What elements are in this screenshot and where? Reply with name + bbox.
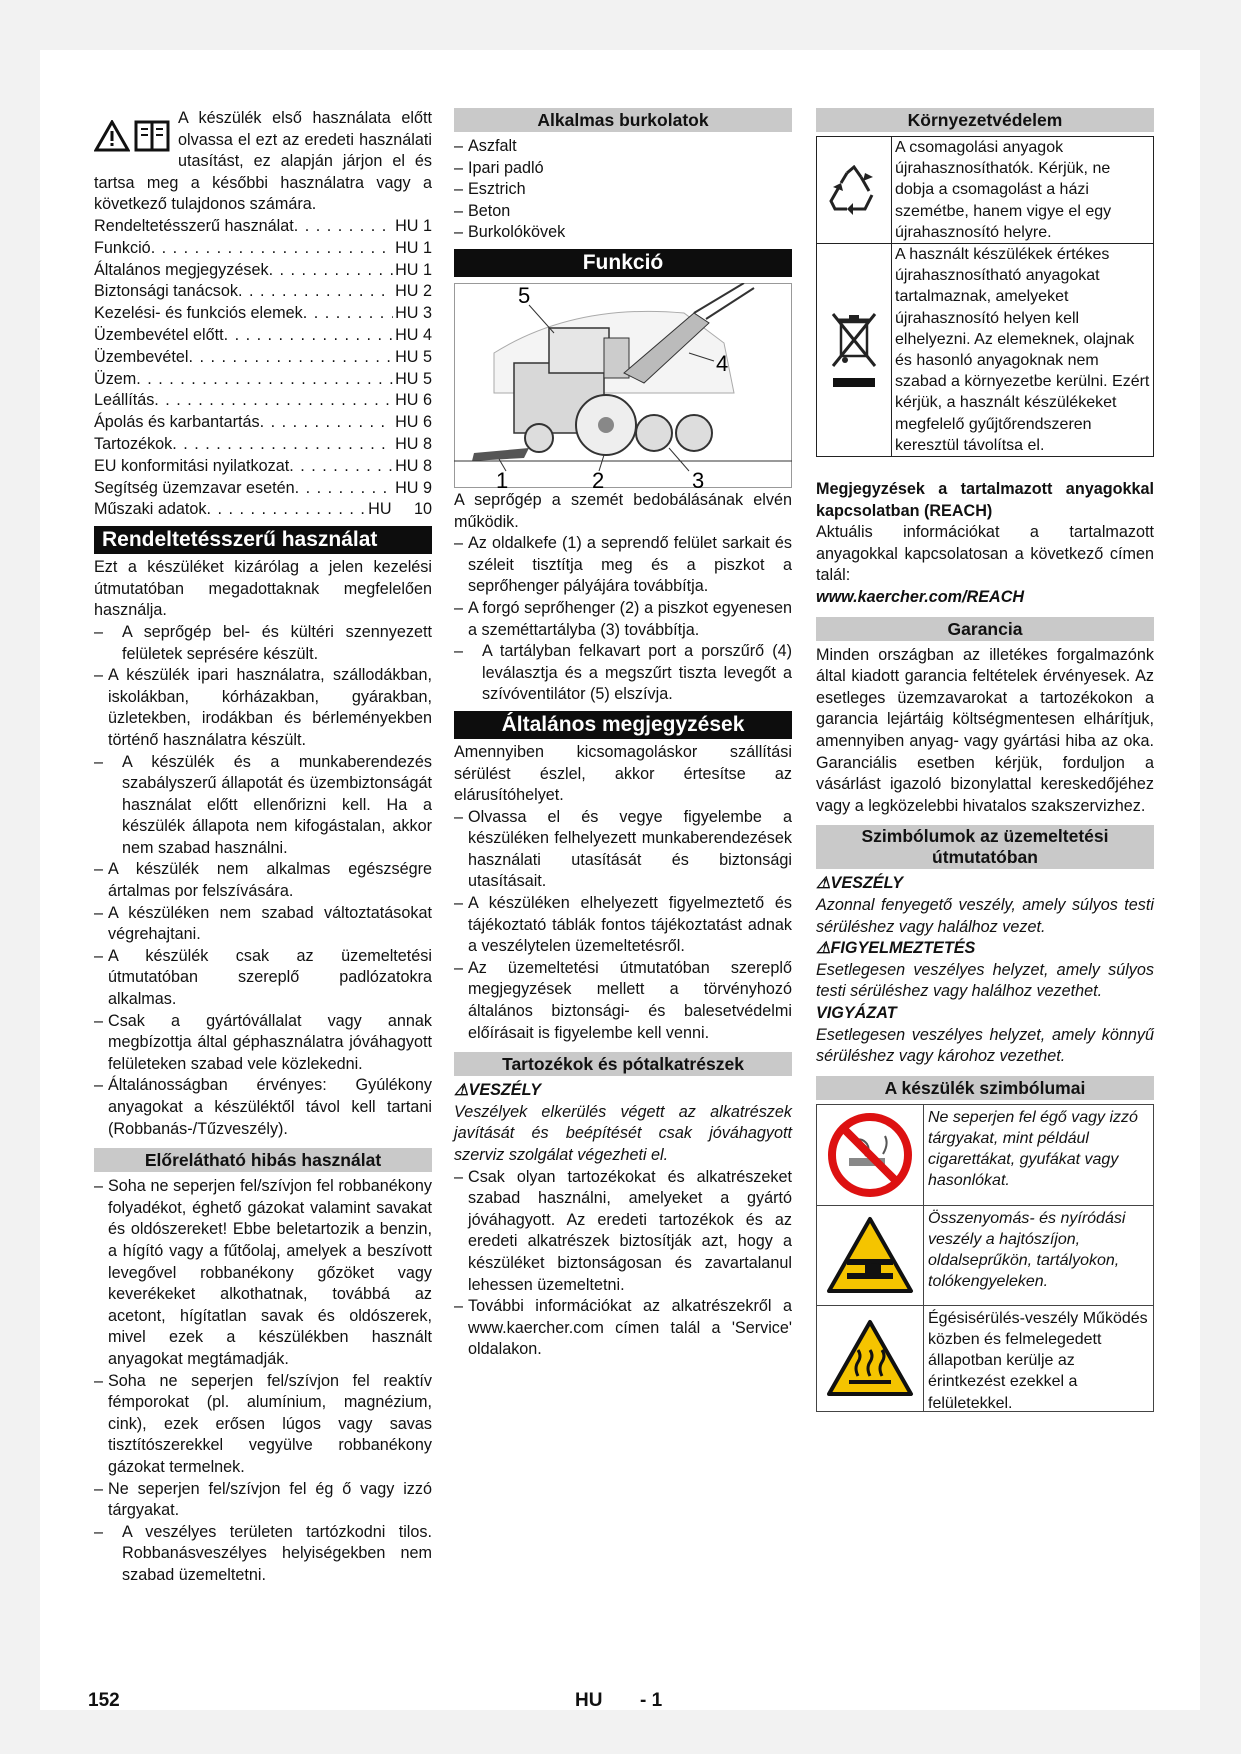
toc-entry[interactable]: Általános megjegyzések . . . HU 1 [94,260,432,282]
list-item: – Általánosságban érvényes: Gyúlékony anyagokat a készüléktől távol kell tartani (Robbanás-/Tűzveszély). [94,1076,432,1138]
list-item: – A készülék nem alkalmas egészségre ártalmas por felszívására. [94,860,432,901]
function-text: A seprőgép a szemét bedobálásának elvén működik. [454,490,792,531]
section-title-use: Rendeltetésszerű használat [94,526,432,554]
device-recycling-box [816,243,1154,457]
danger-label: ⚠VESZÉLY [816,874,904,893]
toc-entry[interactable]: Funkció . . . HU 1 [94,238,432,260]
symbol-text: Ne seperjen fel égő vagy izzó tárgyakat, mint például cigarettákat, gyufákat vagy hasonlókat. [923,1105,1153,1205]
column-right [816,108,1154,1412]
list-item: – Beton [454,201,511,220]
intro-text: A készülék első használata előtt olvassa el ezt az eredeti használati utasítást, ez alapján járjon el és tartsa meg a későbbi használatra vagy a következő tulajdonos számára. [94,109,432,214]
section-title-environment: Környezetvédelem [816,108,1154,132]
caution-label: VIGYÁZAT [816,1003,897,1022]
list-item: – Az oldalkefe (1) a seprendő felület sarkait és széleit tisztítja meg és a piszkot a seprőhenger pályájára továbbítja. [454,534,792,596]
list-item: – Esztrich [454,180,526,199]
callout-4: 4 [716,350,729,376]
warning-text: Esetlegesen veszélyes helyzet, amely súlyos testi sérüléshez vagy halálhoz vezethet. [816,960,1154,1001]
list-item: – A tartályban felkavart port a porszűrő (4) leválasztja és a megszűrt tiszta levegőt a szívóventilátor (5) elszívja. [454,642,792,704]
caution-text: Esetlegesen veszélyes helyzet, amely könnyű sérüléshez vagy károhoz vezethet. [816,1025,1154,1066]
list-item: – A készülék és a munkaberendezés szabályszerű állapotát és üzembiztonságát használat előtt ellenőrizni kell. Ha a készülék állapota nem kifogástalan, akkor nem szabad használni. [94,752,432,857]
crush-hazard-icon [825,1215,915,1295]
callout-2: 2 [592,467,605,488]
toc-entry[interactable]: Rendeltetésszerű használat . . . HU 1 [94,216,432,238]
callout-1: 1 [496,467,509,488]
list-item: – Ipari padló [454,158,544,177]
packaging-text: A csomagolási anyagok újrahasznosíthatók. Kérjük, ne dobja a csomagolást a házi szemétbe, hanem vigye el egy újrahasznosító helyre. [891,137,1153,243]
intro-icons [94,108,172,152]
warning-label: ⚠FIGYELMEZTETÉS [816,939,976,958]
list-item: – Csak olyan tartozékokat és alkatrészeket szabad használni, amelyeket a gyártó jóváhagyott. Az eredeti tartozékok és az eredeti alkatrészek biztosítják azt, hogy a készüléket biztonságosan és zavartalanul lehessen üzemeltetni. [454,1167,792,1294]
list-item: – A veszélyes területen tartózkodni tilos. Robbanásveszélyes helyiségekben nem szabad üzemeltetni. [94,1522,432,1584]
toc-entry[interactable]: Üzembevétel . . . HU 5 [94,347,432,369]
warning-triangle-icon: ⚠ [454,1081,469,1100]
danger-label: ⚠VESZÉLY [454,1081,542,1100]
toc-entry[interactable]: Kezelési- és funkciós elemek . . . HU 3 [94,303,432,325]
general-text: Amennyiben kicsomagoláskor szállítási sérülést észlel, akkor értesítse az elárusítóhelyet. [454,742,792,805]
use-text: Ezt a készüléket kizárólag a jelen kezelési útmutatóban megadottaknak megfelelően használja. [94,558,432,620]
manual-book-icon [134,118,170,152]
sweeper-diagram [454,283,792,488]
section-title-symbols: Szimbólumok az üzemeltetési útmutatóban [816,825,1154,869]
packaging-recycling-box [816,136,1154,244]
crossed-bin-icon [829,310,879,390]
reach-link[interactable]: www.kaercher.com/REACH [816,588,1025,607]
section-title-function: Funkció [454,249,792,277]
danger-text: Azonnal fenyegető veszély, amely súlyos testi sérüléshez vagy halálhoz vezet. [816,895,1154,936]
list-item: – További információkat az alkatrészekről a www.kaercher.com címen talál a 'Service' oldalakon. [454,1297,792,1359]
list-item: – Ne seperjen fel/szívjon fel ég ő vagy izzó tárgyakat. [94,1479,432,1520]
table-row [817,1105,1153,1205]
footer-lang: HU [575,1690,603,1711]
reach-text: Aktuális információkat a tartalmazott anyagokkal kapcsolatosan a következő címen talál: [816,523,1154,585]
toc-entry[interactable]: Tartozékok . . . HU 8 [94,434,432,456]
column-middle [454,108,792,1361]
callout-5: 5 [518,282,531,308]
table-row [817,1205,1153,1305]
list-item: – Olvassa el és vegye figyelembe a készüléken felhelyezett munkaberendezések használati utasítását és biztonsági utasításait. [454,807,792,891]
symbol-text: Összenyomás- és nyíródási veszély a hajtószíjon, oldalseprűkön, tartályokon, tolókengyeleken. [923,1206,1153,1305]
toc-entry[interactable]: Üzembevétel előtt . . . HU 4 [94,325,432,347]
hot-surface-icon [825,1318,915,1398]
devices-text: A használt készülékek értékes újrahasznosítható anyagokat tartalmaznak, amelyeket újrahasznosító helyen kell elhelyezni. Az elemeknek, olajnak és hasonló anyagoknak nem szabad a környezetbe kerülni. Ezért kérjük, a használt készülékeket megfelelő gyűjtőrendszeren keresztül távolítsa el. [891,244,1153,456]
device-symbols-table [816,1104,1154,1412]
footer-section-number: - 1 [640,1690,663,1711]
toc-entry[interactable]: Műszaki adatok . . . HU 10 [94,499,432,521]
list-item: – Soha ne seperjen fel/szívjon fel robbanékony folyadékot, éghető gázokat valamint savakat és oldószereket! Ebbe beletartozik a benzin, a hígító vagy a fűtőolaj, amelyek a beszívott levegővel robbanékony gőzöket vagy keverékeket alkothatnak, továbbá az acetont, hígítatlan savak és oldószerek, mivel ezek a készülékben használt anyagokat megtámadják. [94,1177,432,1368]
intro-block [94,108,432,216]
column-left [94,108,432,1586]
warning-triangle-icon [94,120,130,152]
list-item: – A forgó seprőhenger (2) a piszkot egyenesen a szeméttartályba (3) továbbítja. [454,598,792,639]
recycling-icon [827,165,881,215]
callout-3: 3 [692,467,705,488]
page-number: 152 [88,1690,120,1711]
list-item: – Csak a gyártóvállalat vagy annak megbízottja által géphasználatra jóváhagyott felületeken szabad vele közlekedni. [94,1011,432,1073]
list-item: – A készüléken nem szabad változtatásokat végrehajtani. [94,903,432,944]
toc-entry[interactable]: Üzem . . . HU 5 [94,369,432,391]
section-title-warranty: Garancia [816,617,1154,641]
table-of-contents [94,216,432,521]
table-row [817,1305,1153,1411]
no-burning-objects-icon [827,1112,913,1198]
warranty-text: Minden országban az illetékes forgalmazónk által kiadott garancia feltételek érvényesek. Az esetleges üzemzavarokat a tartozékokon a garancia lejártáig költségmentesen elhárítjuk, amennyiben anyag- vagy gyártási hiba az oka. Garanciális esetben kérjük, forduljon a vásárlást igazoló bizonylattal kereskedőjéhez vagy a legközelebbi hivatalos szakszervizhez. [816,645,1154,815]
section-title-misuse: Előrelátható hibás használat [94,1148,432,1172]
section-title-surfaces: Alkalmas burkolatok [454,108,792,132]
toc-entry[interactable]: Ápolás és karbantartás . . . HU 6 [94,412,432,434]
toc-entry[interactable]: EU konformitási nyilatkozat . . . HU 8 [94,456,432,478]
warning-triangle-icon: ⚠ [816,939,831,958]
manual-page [40,50,1200,1710]
symbol-text: Égésisérülés-veszély Működés közben és felmelegedett állapotban kerülje az érintkezést ezekkel a felületekkel. [923,1306,1153,1411]
warning-triangle-icon: ⚠ [816,874,831,893]
toc-entry[interactable]: Leállítás . . . HU 6 [94,390,432,412]
section-title-accessories: Tartozékok és pótalkatrészek [454,1052,792,1076]
section-title-general: Általános megjegyzések [454,711,792,739]
danger-text: Veszélyek elkerülés végett az alkatrészek javítását és beépítését csak jóváhagyott szerviz szolgálat végezheti el. [454,1102,792,1164]
list-item: – A készülék ipari használatra, szállodákban, iskolákban, kórházakban, gyárakban, üzletekben, irodákban és bérleményekben történő használatra készült. [94,666,432,749]
list-item: – Soha ne seperjen fel/szívjon fel reaktív fémporokat (pl. alumínium, magnézium, cink), ezek erősen lúgos vagy savas tisztítószerekkel vegyülve robbanékony gázokat termelnek. [94,1371,432,1476]
list-item: – Burkolókövek [454,223,566,242]
sweeper-illustration [454,283,792,488]
list-item: – A készüléken elhelyezett figyelmeztető és tájékoztató táblák fontos tájékoztatást adnak a veszélytelen üzemeltetésről. [454,894,792,956]
list-item: – Az üzemeltetési útmutatóban szereplő megjegyzések mellett a törvényhozó általános biztonsági- és balesetvédelmi előírásait is figyelembe kell venni. [454,958,792,1042]
section-title-device-symbols: A készülék szimbólumai [816,1076,1154,1100]
list-item: – Aszfalt [454,137,517,155]
list-item: – A seprőgép bel- és kültéri szennyezett felületek seprésére készült. [94,622,432,663]
list-item: – A készülék csak az üzemeltetési útmutatóban szereplő padlózatokra alkalmas. [94,946,432,1009]
reach-title: Megjegyzések a tartalmazott anyagokkal kapcsolatban (REACH) [816,480,1154,520]
toc-entry[interactable]: Segítség üzemzavar esetén . . . HU 9 [94,478,432,500]
toc-entry[interactable]: Biztonsági tanácsok . . . HU 2 [94,281,432,303]
